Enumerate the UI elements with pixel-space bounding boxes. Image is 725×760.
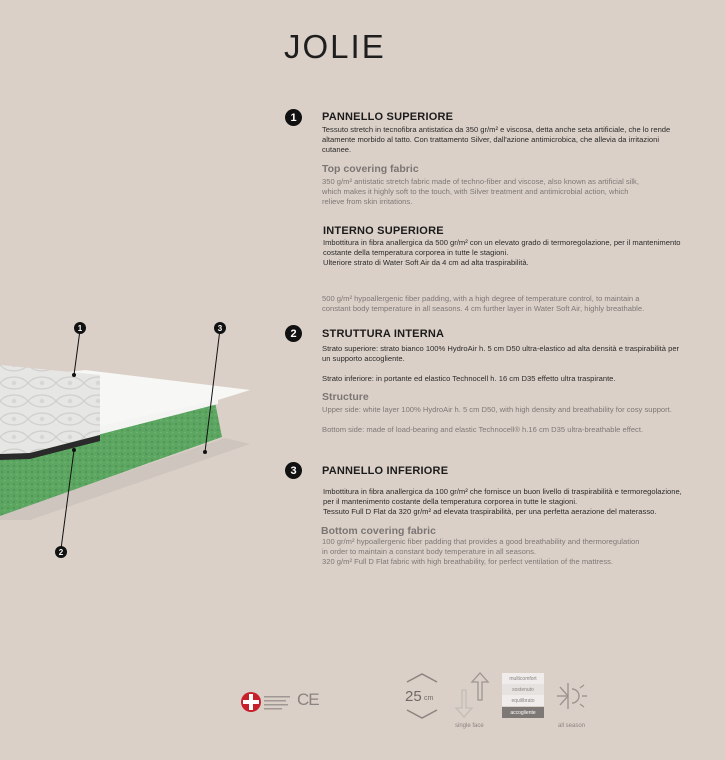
single-face-label: single face (455, 723, 484, 729)
all-season-icon (556, 680, 588, 712)
firmness-scale (502, 673, 544, 720)
section-3-badge: 3 (285, 462, 302, 479)
section-3-title: PANNELLO INFERIORE (322, 465, 449, 477)
section-2-en-title: Structure (322, 391, 369, 403)
firmness-accogliente: accogliente (502, 707, 544, 718)
section-1b-en-text: 500 g/m² hypoallergenic fiber padding, with a high degree of temperature control, to maintain a constant body temperature in all seasons. 4 cm further layer in Water Soft Air, highly breathable. (322, 294, 645, 313)
height-value: 25 (405, 688, 422, 705)
all-season-label: all season (558, 723, 586, 729)
section-1-en-text: 350 g/m² antistatic stretch fabric made of techno-fiber and viscose, also known as artificial silk, which makes it highly soft to the touch, with Silver treatment and antimicrobial action, which relieve from skin irritations. (322, 177, 639, 206)
section-1b-title: INTERNO SUPERIORE (323, 225, 444, 237)
callout-1: 1 (74, 322, 86, 334)
section-2-en-text2: Bottom side: made of load-bearing and elastic Technocell® h.16 cm D35 ultra-breathable effect. (322, 425, 644, 434)
section-1-title: PANNELLO SUPERIORE (322, 111, 454, 123)
section-2-badge: 2 (285, 325, 302, 342)
section-1-en-title: Top covering fabric (322, 163, 419, 175)
single-face-icon (450, 670, 494, 722)
section-1b-text: Imbottitura in fibra anallergica da 500 gr/m² con un elevato grado di termoregolazione, per il mantenimento costante della temperatura corporea in tutte le stagioni. Ulteriore strato di Water Soft Air da 4 cm ad alta traspirabilità. (323, 238, 681, 267)
section-3-text: Imbottitura in fibra anallergica da 100 gr/m² che fornisce un buon livello di traspirabilità e termoregolazione, per il mantenimento costante della temperatura corporea in tutte le stagioni. Tessuto Full D Flat da 320 gr/m² ad elevata traspirabilità, per una perfetta aerazione del materasso. (323, 487, 682, 516)
section-2-en-text: Upper side: white layer 100% HydroAir h. 5 cm D50, with high density and breathability for cosy support. (322, 405, 672, 414)
section-3-en-title: Bottom covering fabric (321, 525, 436, 537)
medical-device-icon (240, 691, 292, 713)
firmness-equilibrato: equilibrato (502, 695, 544, 706)
firmness-sostenuto: sostenuto (502, 684, 544, 695)
firmness-multicomfort: multicomfort (502, 673, 544, 684)
section-2-text2: Strato inferiore: in portante ed elastico Technocell h. 16 cm D35 effetto ultra traspirante. (322, 374, 616, 383)
section-2-text: Strato superiore: strato bianco 100% HydroAir h. 5 cm D50 ultra-elastico ad alta densità e traspirabilità per un supporto accogliente. (322, 344, 680, 363)
section-3-en-text: 100 gr/m² hypoallergenic fiber padding that provides a good breathability and thermoregulation in order to maintain a constant body temperature in all seasons. 320 g/m² Full D Flat fabric with high breathability, for perfect ventilation of the mattress. (322, 537, 640, 566)
section-1-badge: 1 (285, 109, 302, 126)
ce-mark: CE (297, 690, 319, 709)
section-2-title: STRUTTURA INTERNA (322, 328, 445, 340)
callout-3: 3 (214, 322, 226, 334)
height-unit: cm (424, 695, 434, 702)
section-1-text: Tessuto stretch in tecnofibra antistatica da 350 gr/m² e viscosa, detta anche seta artificiale, che lo rende altamente morbido al tatto. Con trattamento Silver, dall'azione antimicrobica, che allevia da irritazioni cutanee. (322, 125, 671, 154)
mattress-illustration (0, 320, 260, 565)
callout-2: 2 (55, 546, 67, 558)
product-title: JOLIE (284, 28, 386, 65)
